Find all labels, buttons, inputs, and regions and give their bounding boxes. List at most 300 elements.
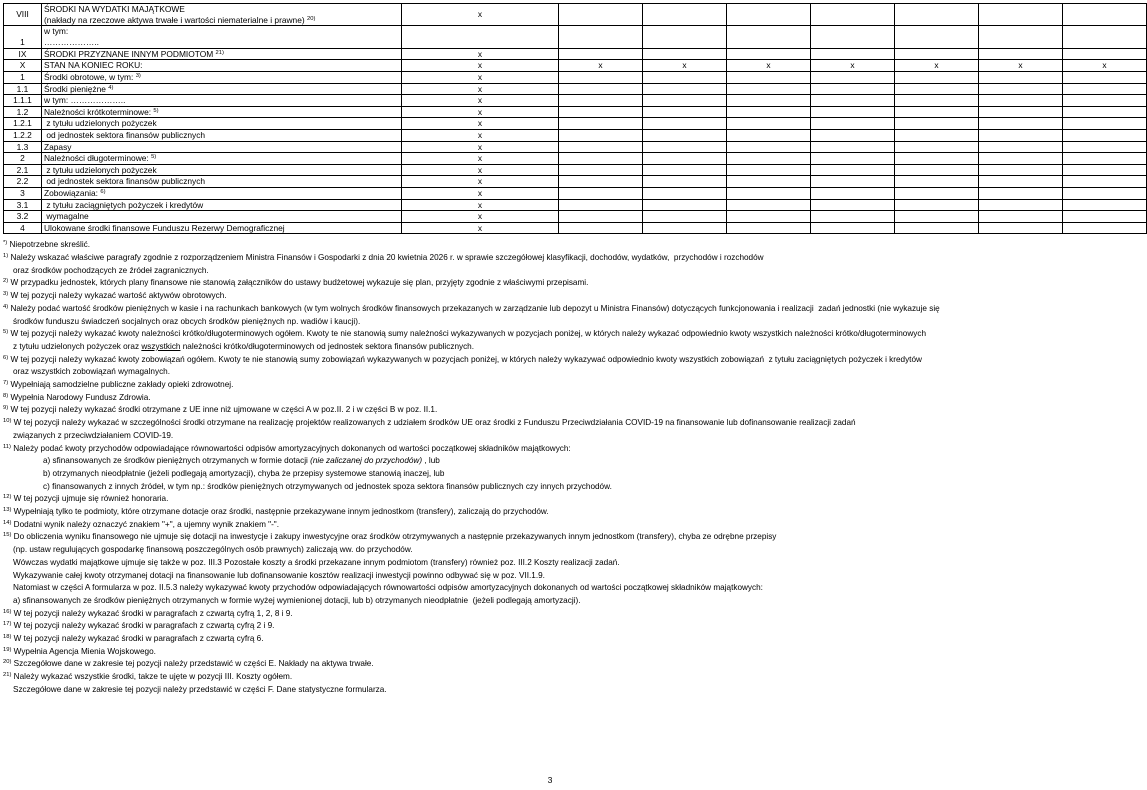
footnote-marker: 8) (3, 392, 9, 399)
value-cell (1063, 222, 1147, 234)
footnote-text: b) otrzymanych nieodpłatnie (jeżeli podlegają amortyzacji), chyba że przepisy systemowe stanowią inaczej, lub (43, 468, 445, 478)
footnote (3, 443, 1071, 456)
footnote (3, 608, 1071, 621)
row-description (42, 141, 402, 153)
footnote-marker: 15) (3, 532, 12, 539)
value-cell (895, 222, 979, 234)
footnote (3, 506, 1071, 519)
row-number: 1.2 (4, 106, 42, 118)
value-cell (727, 176, 811, 188)
value-cell (727, 222, 811, 234)
value-cell (895, 199, 979, 211)
value-cell (811, 118, 895, 130)
value-cell (895, 26, 979, 48)
value-cell (1063, 153, 1147, 165)
value-cell (643, 95, 727, 107)
value-cell: x (402, 176, 559, 188)
footnote-marker: 3) (3, 291, 9, 298)
footnote (3, 519, 1071, 532)
value-cell (1063, 129, 1147, 141)
row-description-text: STAN NA KONIEC ROKU: (44, 60, 143, 71)
value-cell: x (402, 83, 559, 95)
footnote (3, 328, 1071, 341)
footnote-text: Należy podać kwoty przychodów odpowiadające równowartości odpisów amortyzacyjnych dokonanych od wartości początkowej składników majątkowych: (13, 443, 571, 453)
value-cell (811, 83, 895, 95)
row-number: 3 (4, 187, 42, 199)
value-cell (1063, 71, 1147, 83)
value-cell (895, 153, 979, 165)
footnote (3, 265, 1071, 278)
row-description-text: z tytułu udzielonych pożyczek (44, 118, 157, 129)
footnote-marker: 14) (3, 519, 12, 526)
row-number: VIII (4, 4, 42, 26)
value-cell (979, 106, 1063, 118)
row-description (42, 222, 402, 234)
value-cell (643, 48, 727, 60)
row-number: 1.2.2 (4, 129, 42, 141)
footnote (3, 633, 1071, 646)
table-row (4, 95, 1147, 107)
row-description (42, 4, 402, 26)
value-cell (895, 176, 979, 188)
value-cell (1063, 211, 1147, 223)
row-number: 2 (4, 153, 42, 165)
value-cell (1063, 199, 1147, 211)
footnote (3, 671, 1071, 684)
table-row (4, 83, 1147, 95)
footnote-ref: 5) (153, 107, 159, 114)
footnote (3, 354, 1071, 367)
row-number: 1.3 (4, 141, 42, 153)
footnote (3, 646, 1071, 659)
value-cell (559, 106, 643, 118)
row-description-text: Środki obrotowe, w tym: (44, 71, 134, 82)
row-description-text: Zobowiązania: (44, 187, 99, 198)
row-number: X (4, 60, 42, 72)
value-cell (895, 187, 979, 199)
value-cell (895, 118, 979, 130)
footnote (3, 290, 1071, 303)
row-description-text: Należności krótkoterminowe: (44, 106, 152, 117)
value-cell (727, 199, 811, 211)
value-cell (559, 187, 643, 199)
row-number: 4 (4, 222, 42, 234)
value-cell (643, 4, 727, 26)
footnote-marker: 9) (3, 405, 9, 412)
row-number: 1.1 (4, 83, 42, 95)
row-description-line2: ……………….. (44, 36, 99, 47)
table-row (4, 48, 1147, 60)
row-description (42, 187, 402, 199)
value-cell (559, 222, 643, 234)
value-cell: x (895, 60, 979, 72)
value-cell (895, 48, 979, 60)
value-cell (559, 71, 643, 83)
footnote-text: Wypełniają tylko te podmioty, które otrzymane dotacje oraz środki, następnie przekazywane innym jednostkom (transfery), zaliczają do przychodów. (13, 507, 549, 517)
footnote-text: Należy wskazać właściwe paragrafy zgodnie z rozporządzeniem Ministra Finansów i Gospodarki z dnia 20 kwietnia 2026 r. w sprawie szczegółowej klasyfikacji, dochodów, wydatków, przychodów i rozchodów (10, 252, 764, 262)
table-row (4, 199, 1147, 211)
row-description (42, 83, 402, 95)
value-cell (811, 211, 895, 223)
value-cell (979, 129, 1063, 141)
value-cell (811, 187, 895, 199)
value-cell (727, 129, 811, 141)
value-cell: x (402, 71, 559, 83)
value-cell (1063, 26, 1147, 48)
footnote-text: W tej pozycji należy wykazać kwoty należności krótko/długoterminowych ogółem. Kwoty te nie stanowią sumy należności wykazywanych w pozycjach poniżej, w których należy wykazać odpowiednio kwoty wszystkich należności krótko/długoterminowych (10, 329, 927, 339)
footnote-text: związanych z przeciwdziałaniem COVID-19. (13, 430, 174, 440)
footnote-marker: 2) (3, 278, 9, 285)
row-description (42, 176, 402, 188)
row-number: 2.2 (4, 176, 42, 188)
value-cell (979, 176, 1063, 188)
footnote-text: Należy wykazać wszystkie środki, takze te ujęte w pozycji III. Koszty ogółem. (13, 672, 293, 682)
footnote (3, 582, 1071, 595)
footnote-text: W tej pozycji należy wykazać środki otrzymane z UE inne niż ujmowane w części A w poz.II. 2 i w części B w poz. II.1. (10, 405, 438, 415)
value-cell (727, 118, 811, 130)
value-cell (643, 106, 727, 118)
value-cell (402, 26, 559, 48)
row-description (42, 26, 402, 48)
value-cell (727, 211, 811, 223)
footnote-text: W tej pozycji należy wykazać środki w paragrafach z czwartą cyfrą 1, 2, 8 i 9. (13, 608, 293, 618)
value-cell (979, 4, 1063, 26)
value-cell (643, 118, 727, 130)
value-cell (811, 176, 895, 188)
footnote-ref: 21) (215, 49, 224, 56)
value-cell (895, 129, 979, 141)
value-cell (559, 176, 643, 188)
footnote-ref: 5) (151, 154, 157, 161)
footnote (3, 239, 1071, 252)
value-cell (559, 129, 643, 141)
value-cell (559, 153, 643, 165)
value-cell (811, 4, 895, 26)
footnote-text: Wówczas wydatki majątkowe ujmuje się także w poz. III.3 Pozostałe koszty a środki przekazane innym podmiotom (transfery) również poz. III.2 Koszty realizacji zadań. (13, 557, 620, 567)
footnote (3, 620, 1071, 633)
footnote-ref: 4) (108, 84, 114, 91)
footnote-text: Do obliczenia wyniku finansowego nie ujmuje się dotacji na inwestycje i zakupy inwestycyjne oraz środków otrzymywanych a następnie przekazywanych innym jednostkom (transfery), chyba ze odrębne przepisy (13, 532, 777, 542)
row-description-text: Należności długoterminowe: (44, 153, 149, 164)
value-cell (895, 71, 979, 83)
footnote-text: W tej pozycji należy wykazać kwoty zobowiązań ogółem. Kwoty te nie stanowią sumy zobowiązań wykazywanych w pozycjach poniżej, w których należy wykazywać odpowiednio kwoty wszystkich zobowiązań z tytułu zaciągniętych pożyczek i kredytów (10, 354, 922, 364)
value-cell (979, 222, 1063, 234)
value-cell (643, 176, 727, 188)
value-cell (979, 199, 1063, 211)
footnote-text: W tej pozycji należy wykazać środki w paragrafach z czwartą cyfrą 6. (13, 634, 264, 644)
footnote-marker: 20) (3, 659, 12, 666)
value-cell (1063, 95, 1147, 107)
footnote-marker: 10) (3, 418, 12, 425)
footnote-text: oraz środków pochodzących ze źródeł zagranicznych. (13, 265, 209, 275)
value-cell (979, 211, 1063, 223)
financial-table (3, 3, 1147, 234)
value-cell (895, 106, 979, 118)
footnote (3, 658, 1071, 671)
row-description-text: od jednostek sektora finansów publicznych (44, 176, 206, 187)
value-cell (895, 211, 979, 223)
footnote (3, 684, 1071, 697)
footnote-text: Dodatni wynik należy oznaczyć znakiem "+", a ujemny wynik znakiem "-". (13, 519, 279, 529)
row-description (42, 60, 402, 72)
footnote-text: Należy podać wartość środków pieniężnych w kasie i na rachunkach bankowych (w tym wolnych środków finansowych przekazanych w zarządzanie lub depozyt u Ministra Finansów) dotyczących funkcjonowania i realizacji zadań jednostki (nie wykazuje się (10, 303, 940, 313)
value-cell (727, 26, 811, 48)
footnote-text: W przypadku jednostek, których plany finansowe nie stanowią załączników do ustawy budżetowej wykazuje się plan, przyjęty zgodnie z właściwymi przepisami. (10, 278, 589, 288)
value-cell (727, 106, 811, 118)
footnote-text: środków funduszu świadczeń socjalnych oraz obcych środków pieniężnych np. wadiów i kaucji). (13, 316, 361, 326)
row-description (42, 129, 402, 141)
table-row (4, 4, 1147, 26)
footnote-marker: 16) (3, 608, 12, 615)
value-cell (559, 4, 643, 26)
footnote-text: c) finansowanych z innych źródeł, w tym np.: środków pieniężnych otrzymywanych od jednostek spoza sektora finansów publicznych czy innych przychodów. (43, 481, 612, 491)
footnote-text: Niepotrzebne skreślić. (9, 240, 91, 250)
footnote-text: W tej pozycji należy wykazać w szczególności środki otrzymane na realizację projektów realizowanych z udziałem środków UE oraz środki z Funduszu Przeciwdziałania COVID-19 na finansowanie lub dofinansowanie realizacji zadań (13, 418, 856, 428)
row-description-text: w tym: (44, 26, 69, 37)
footnote (3, 392, 1071, 405)
value-cell: x (402, 4, 559, 26)
value-cell (811, 26, 895, 48)
table-row (4, 176, 1147, 188)
row-description (42, 211, 402, 223)
value-cell (979, 141, 1063, 153)
footnote-text: Szczegółowe dane w zakresie tej pozycji należy przedstawić w części F. Dane statystyczne formularza. (13, 684, 387, 694)
value-cell: x (402, 211, 559, 223)
table-row (4, 141, 1147, 153)
footnote-marker: 7) (3, 380, 9, 387)
footnote-text: Wypełnia Agencja Mienia Wojskowego. (13, 646, 156, 656)
footnote (3, 544, 1071, 557)
row-number: 3.2 (4, 211, 42, 223)
row-description (42, 153, 402, 165)
value-cell (643, 199, 727, 211)
value-cell: x (979, 60, 1063, 72)
value-cell (643, 187, 727, 199)
footnote (3, 493, 1071, 506)
footnote (3, 531, 1071, 544)
footnote (3, 468, 1071, 481)
row-description (42, 106, 402, 118)
value-cell (559, 141, 643, 153)
value-cell (895, 83, 979, 95)
footnote-text: a) sfinansowanych ze środków pieniężnych otrzymanych w formie wyżej wymienionej dotacji, lub b) otrzymanych nieodpłatnie (jeżeli podlegają amortyzacji). (13, 595, 581, 605)
value-cell (811, 141, 895, 153)
footnote-text: Wypełnia Narodowy Fundusz Zdrowia. (10, 392, 151, 402)
value-cell (979, 118, 1063, 130)
row-description-text: Środki pieniężne (44, 83, 106, 94)
row-description (42, 95, 402, 107)
row-description-text: z tytułu udzielonych pożyczek (44, 164, 157, 175)
value-cell: x (402, 199, 559, 211)
value-cell (643, 141, 727, 153)
value-cell: x (811, 60, 895, 72)
footnote-ref: 6) (100, 188, 106, 195)
footnote (3, 303, 1071, 316)
value-cell (727, 141, 811, 153)
value-cell (979, 71, 1063, 83)
value-cell (895, 95, 979, 107)
value-cell (727, 71, 811, 83)
row-description (42, 48, 402, 60)
footnote-ref: 3) (135, 72, 141, 79)
value-cell (643, 222, 727, 234)
value-cell (727, 187, 811, 199)
footnote-marker: 13) (3, 507, 12, 514)
footnote-text: Wypełniają samodzielne publiczne zakłady opieki zdrowotnej. (10, 380, 234, 390)
value-cell (643, 129, 727, 141)
value-cell: x (402, 95, 559, 107)
footnote-text-tail: , lub (422, 456, 440, 466)
footnote-marker: 12) (3, 494, 12, 501)
value-cell (643, 71, 727, 83)
value-cell (979, 83, 1063, 95)
value-cell (559, 164, 643, 176)
value-cell (979, 187, 1063, 199)
value-cell: x (402, 222, 559, 234)
table-row (4, 106, 1147, 118)
value-cell (979, 153, 1063, 165)
footnote (3, 430, 1071, 443)
footnote (3, 277, 1071, 290)
value-cell (559, 95, 643, 107)
row-number: 1.1.1 (4, 95, 42, 107)
footnote-text: z tytułu udzielonych pożyczek oraz (13, 341, 142, 351)
footnote-text: a) sfinansowanych ze środków pieniężnych otrzymanych w formie dotacji (43, 456, 311, 466)
value-cell: x (402, 153, 559, 165)
value-cell (727, 95, 811, 107)
footnote-marker: 11) (3, 443, 11, 450)
document-page (3, 3, 1107, 697)
value-cell (727, 4, 811, 26)
footnote-underlined-text: wszystkich (141, 341, 181, 351)
value-cell: x (402, 187, 559, 199)
table-row (4, 211, 1147, 223)
footnote-text: W tej pozycji należy wykazać środki w paragrafach z czwartą cyfrą 2 i 9. (13, 621, 275, 631)
row-description-text: w tym: ……………….. (44, 95, 126, 106)
footnote-marker: 4) (3, 303, 9, 310)
value-cell (727, 48, 811, 60)
footnotes (3, 239, 1071, 696)
value-cell: x (402, 118, 559, 130)
value-cell (811, 106, 895, 118)
footnote (3, 595, 1071, 608)
table-row (4, 187, 1147, 199)
value-cell (979, 48, 1063, 60)
value-cell: x (402, 164, 559, 176)
value-cell (1063, 118, 1147, 130)
value-cell (811, 222, 895, 234)
value-cell (643, 26, 727, 48)
value-cell (559, 211, 643, 223)
row-number: 1 (4, 71, 42, 83)
row-description-line2: (nakłady na rzeczowe aktywa trwałe i wartości niematerialne i prawne) (44, 14, 305, 25)
footnote-marker: 6) (3, 354, 9, 361)
value-cell (559, 199, 643, 211)
row-description (42, 199, 402, 211)
footnote-text: Szczegółowe dane w zakresie tej pozycji należy przedstawić w części E. Nakłady na aktywa trwałe. (13, 659, 374, 669)
value-cell (727, 153, 811, 165)
value-cell (811, 48, 895, 60)
footnote-text: W tej pozycji należy wykazać wartość aktywów obrotowych. (10, 291, 227, 301)
value-cell (811, 95, 895, 107)
row-number: IX (4, 48, 42, 60)
value-cell (979, 95, 1063, 107)
footnote-marker: 18) (3, 634, 12, 641)
row-description-text: ŚRODKI PRZYZNANE INNYM PODMIOTOM (44, 48, 214, 59)
value-cell: x (402, 141, 559, 153)
value-cell (643, 83, 727, 95)
footnote-ref: 20) (307, 15, 316, 22)
footnote (3, 366, 1071, 379)
footnote-text: oraz wszystkich zobowiązań wymagalnych. (13, 367, 170, 377)
value-cell (895, 164, 979, 176)
value-cell (643, 164, 727, 176)
value-cell (1063, 106, 1147, 118)
page-number: 3 (547, 775, 553, 785)
footnote-text: Natomiast w części A formularza w poz. II.5.3 należy wykazywać kwoty przychodów odpowiadających równowartości odpisów amortyzacyjnych dokonanych od wartości początkowej składników majątkowych: (13, 583, 763, 593)
row-description-text: Ulokowane środki finansowe Funduszu Rezerwy Demograficznej (44, 222, 285, 233)
row-number: 3.1 (4, 199, 42, 211)
value-cell: x (402, 60, 559, 72)
value-cell (1063, 176, 1147, 188)
value-cell (559, 118, 643, 130)
footnote (3, 570, 1071, 583)
table-row (4, 71, 1147, 83)
footnote-text: W tej pozycji ujmuje się również honoraria. (13, 494, 169, 504)
value-cell: x (402, 48, 559, 60)
table-row (4, 129, 1147, 141)
value-cell (811, 199, 895, 211)
value-cell: x (559, 60, 643, 72)
value-cell: x (1063, 60, 1147, 72)
value-cell (1063, 48, 1147, 60)
row-description-text: od jednostek sektora finansów publicznych (44, 129, 206, 140)
value-cell (1063, 164, 1147, 176)
footnote-marker: 17) (3, 621, 12, 628)
table-row (4, 164, 1147, 176)
row-description-text: z tytułu zaciągniętych pożyczek i kredytów (44, 199, 204, 210)
footnote-marker: *) (3, 240, 8, 247)
footnote-marker: 19) (3, 646, 12, 653)
footnote-marker: 21) (3, 672, 12, 679)
footnote (3, 481, 1071, 494)
footnote (3, 252, 1071, 265)
footnote-text-tail: należności krótko/długoterminowych od jednostek sektora finansów publicznych. (180, 341, 475, 351)
footnote (3, 557, 1071, 570)
footnote (3, 379, 1071, 392)
table-row (4, 153, 1147, 165)
value-cell (811, 71, 895, 83)
value-cell (895, 141, 979, 153)
table-row (4, 26, 1147, 48)
value-cell (643, 153, 727, 165)
row-description-text: Zapasy (44, 141, 72, 152)
value-cell: x (643, 60, 727, 72)
value-cell (727, 83, 811, 95)
footnote-marker: 1) (3, 252, 9, 259)
value-cell (559, 83, 643, 95)
value-cell: x (402, 129, 559, 141)
table-body (4, 4, 1147, 234)
value-cell (1063, 4, 1147, 26)
table-row (4, 118, 1147, 130)
row-number: 1.2.1 (4, 118, 42, 130)
footnote-marker: 5) (3, 329, 9, 336)
row-number: 1 (4, 26, 42, 48)
value-cell (1063, 187, 1147, 199)
footnote-text: (np. ustaw regulujących gospodarkę finansową poszczególnych osób prawnych) zaliczają ww. do przychodów. (13, 545, 413, 555)
footnote (3, 316, 1071, 329)
